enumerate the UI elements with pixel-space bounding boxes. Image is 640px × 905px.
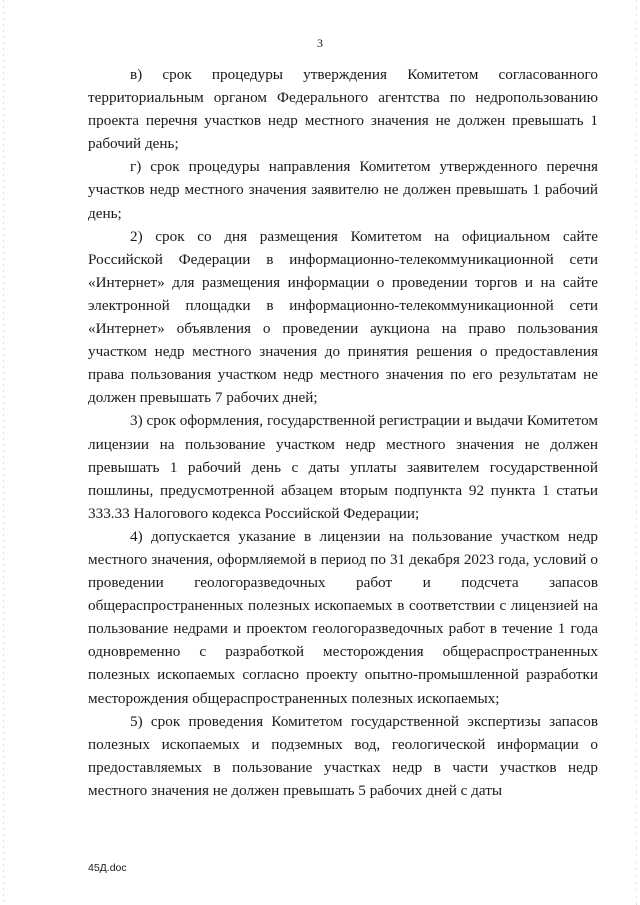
- paragraph-2: 2) срок со дня размещения Комитетом на официальном сайте Российской Федерации в информационно-телекоммуникационной сети «Интернет» для размещения информации о проведении торгов и на сайте электронной площадки в информационно-телекоммуникационной сети «Интернет» объявления о проведении аукциона на право пользования участком недр местного значения до принятия решения о предоставления права пользования участком недр местного значения по его результатам не должен превышать 7 рабочих дней;: [88, 227, 598, 407]
- paragraph-item-v: в) срок процедуры утверждения Комитетом согласованного территориальным органом Федерального агентства по недропользованию проекта перечня участков недр местного значения не должен превышать 1 рабочий день;: [88, 66, 598, 153]
- paragraph-3: 3) срок оформления, государственной регистрации и выдачи Комитетом лицензии на пользование участком недр местного значения не должен превышать 1 рабочий день с даты уплаты заявителем государственной пошлины, предусмотренной абзацем вторым подпункта 92 пункта 1 статьи 333.33 Налогового кодекса Российской Федерации;: [88, 412, 598, 522]
- document-body: [88, 63, 598, 802]
- paragraph-5: 5) срок проведения Комитетом государственной экспертизы запасов полезных ископаемых и подземных вод, геологической информации о предоставляемых в пользование участках недр в части участков недр местного значения не должен превышать 5 рабочих дней с даты: [88, 712, 598, 799]
- page-number: 3: [317, 36, 323, 50]
- footer-filename: 45Д.doc: [88, 862, 127, 874]
- paragraph-item-g: г) срок процедуры направления Комитетом утвержденного перечня участков недр местного значения заявителю не должен превышать 1 рабочий день;: [88, 158, 598, 222]
- scan-edge-right: [636, 0, 637, 905]
- paragraph-4: 4) допускается указание в лицензии на пользование участком недр местного значения, оформляемой в период по 31 декабря 2023 года, условий о проведении геологоразведочных работ и подсчета запасов общераспространенных полезных ископаемых в соответствии с лицензией на пользование недрами и проектом геологоразведочных работ в течение 1 года одновременно с разработкой месторождения общераспространенных полезных ископаемых согласно проекту опытно-промышленной разработки месторождения общераспространенных полезных ископаемых;: [88, 527, 598, 707]
- scan-edge-left: [3, 0, 4, 905]
